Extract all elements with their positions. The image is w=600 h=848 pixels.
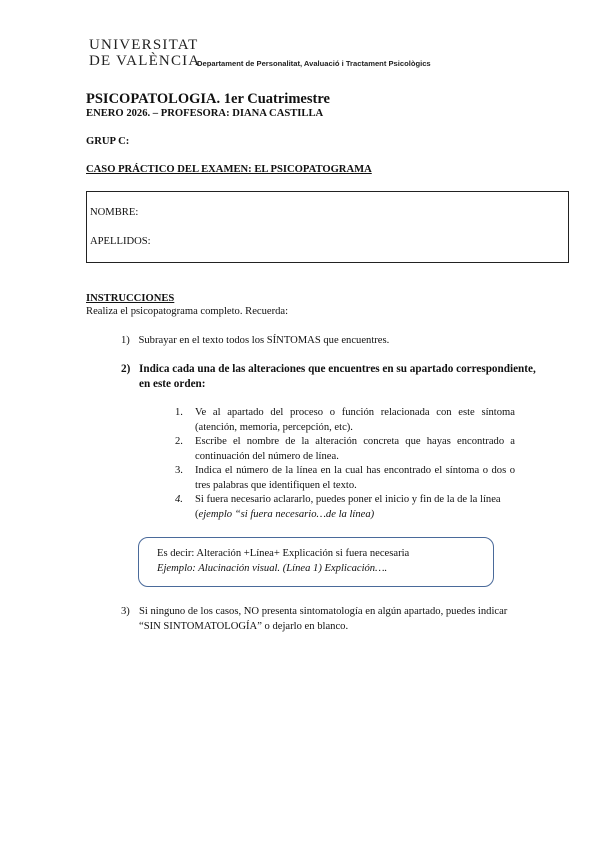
nombre-label: NOMBRE: [90,207,139,218]
sub-number: 1. [175,407,183,418]
instructions-heading: INSTRUCCIONES [86,293,175,304]
group-label: GRUP C: [86,136,130,147]
sub-text-example: ejemplo “si fuera necesario…de la línea) [198,508,375,520]
sub-text: Ve al apartado del proceso o función relacionada con este síntoma (atención, memoria, percepción, etc). [195,407,515,433]
university-logo-line2: DE VALÈNCIA [89,53,201,69]
item-text: Si ninguno de los casos, NO presenta sintomatología en algún apartado, puedes indicar “SIN SINTOMATOLOGÍA” o dejarlo en blanco. [139,606,508,632]
document-subtitle: ENERO 2026. – PROFESORA: DIANA CASTILLA [86,108,324,119]
sub-text: Escribe el nombre de la alteración concreta que hayas encontrado a continuación del número de línea. [195,436,515,462]
instruction-item-1 [121,335,389,346]
item-number: 1) [121,335,130,346]
callout-format-line: Es decir: Alteración +Línea+ Explicación si fuera necesaria [157,548,410,559]
department-name: Departament de Personalitat, Avaluació i Tractament Psicològics [197,59,431,68]
example-callout-box [138,537,494,587]
instructions-intro: Realiza el psicopatograma completo. Recuerda: [86,306,289,317]
item-number: 3) [121,606,130,617]
item-number: 2) [121,363,131,375]
sub-text-prefix: Si fuera necesario aclararlo, puedes poner el inicio y fin de la de la línea ( [195,494,501,520]
item-text: Subrayar en el texto todos los SÍNTOMAS que encuentres. [138,335,390,346]
university-logo-line1: UNIVERSITAT [89,37,199,53]
student-info-box [86,191,569,263]
sub-text [195,493,515,522]
apellidos-label: APELLIDOS: [90,236,151,247]
sub-text: Indica el número de la línea en la cual has encontrado el síntoma o dos o tres palabras que identifiquen el texto. [195,465,515,491]
document-title: PSICOPATOLOGIA. 1er Cuatrimestre [86,91,330,107]
case-heading: CASO PRÁCTICO DEL EXAMEN: EL PSICOPATOGRAMA [86,164,372,175]
sub-number: 4. [175,494,183,505]
item-text: Indica cada una de las alteraciones que encuentres en su apartado correspondiente, en este orden: [139,363,536,390]
sub-number: 2. [175,436,183,447]
sub-number: 3. [175,465,183,476]
callout-example-line: Ejemplo: Alucinación visual. (Línea 1) Explicación…. [157,563,388,574]
